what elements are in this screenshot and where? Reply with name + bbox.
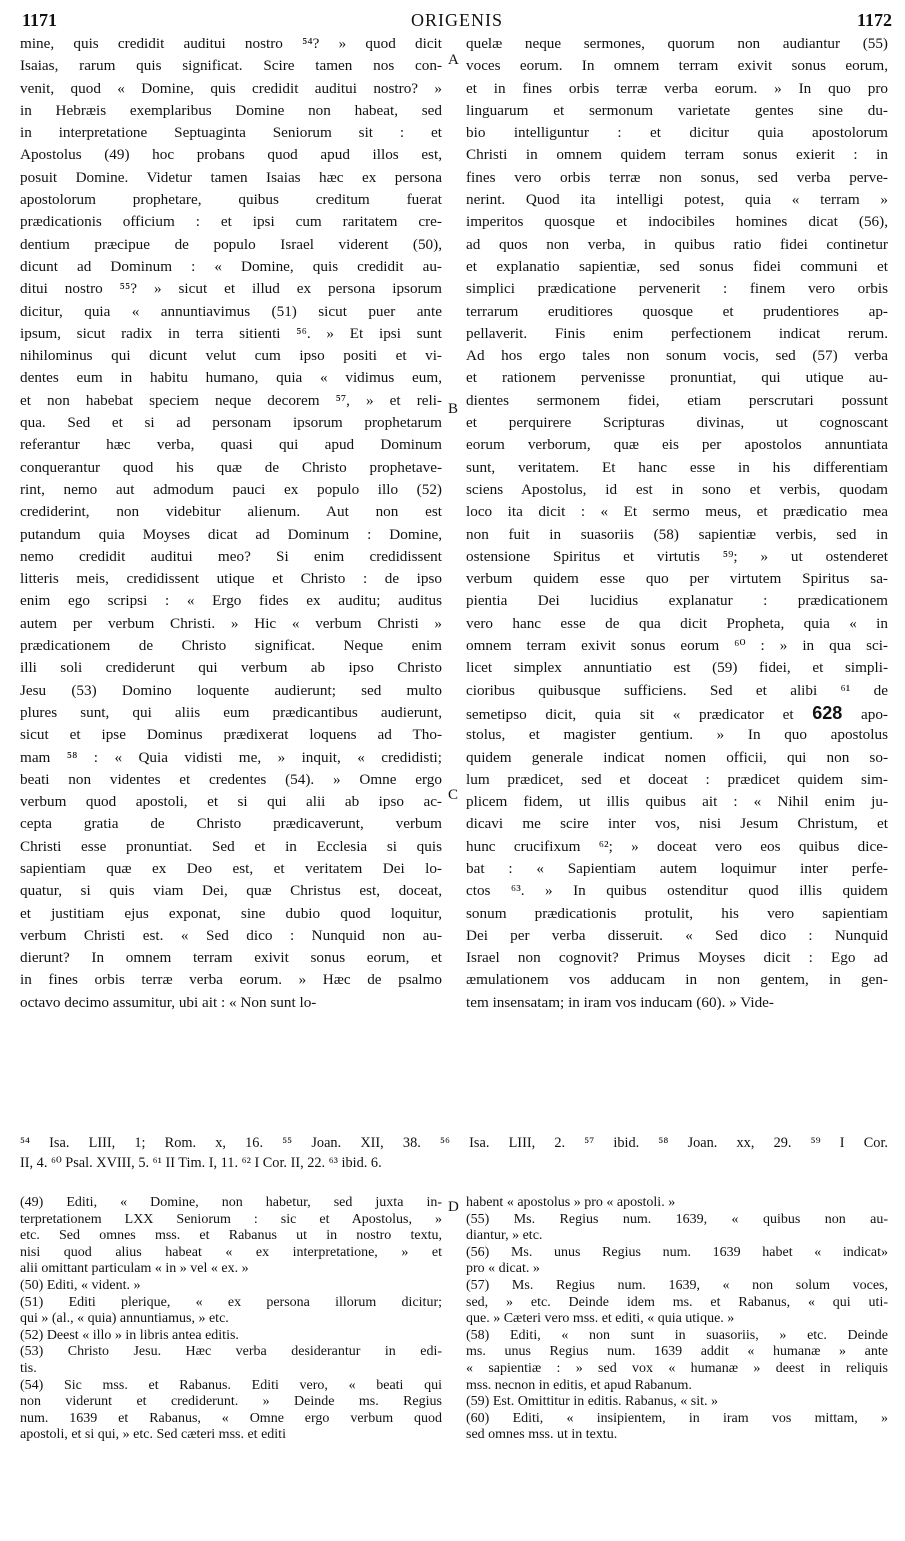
text-line: Ad hos ergo tales non sonum vocis, sed (57) verba	[466, 347, 888, 365]
text-line: Israel non cognovit? Primus Moyses dicit : Ego ad	[466, 949, 888, 967]
text-line: loco ita dicit : « Et sermo meus, et prædicatio mea	[466, 503, 888, 521]
text-line: (49) Editi, « Domine, non habetur, sed juxta in-	[20, 1195, 442, 1210]
text-line: et perquirere Scripturas divinas, ut cognoscant	[466, 414, 888, 432]
text-line: nemo credidit auditui meo? Si enim credidissent	[20, 547, 442, 565]
text-line: ostensione Spiritus et virtutis ⁵⁹; » ut ostenderet	[466, 547, 888, 565]
text-line: quidem generale indicat nomen officii, qui non so-	[466, 748, 888, 766]
text-line: apostoli, et si qui, » etc. Sed cæteri mss. et editi	[20, 1427, 286, 1443]
text-line: prædicationem de Christo significat. Neque enim	[20, 637, 442, 655]
text-line: venit, quod « Domine, quis credidit auditui nostro? »	[20, 79, 442, 97]
text-line: mss. necnon in editis, et apud Rabanum.	[466, 1377, 692, 1393]
text-line: linguarum et sermonum varietate gentes sine du-	[466, 101, 888, 119]
text-line: ms. unus Regius num. 1639 addit « humanæ » ante	[466, 1344, 888, 1360]
text-line: et explanatio sapientiæ, sed sonus fidei communi et	[466, 257, 888, 275]
text-line: que. » Cæteri vero mss. et editi, « quia utique. »	[466, 1311, 735, 1327]
text-line: non viderunt et crediderunt. » Deinde ms. Regius	[20, 1394, 442, 1410]
text-line: bio intelliguntur : et dicitur quia apostolorum	[466, 124, 888, 142]
text-line: ipsum, sicut radix in terra sitienti ⁵⁶. » Et ipsi sunt	[20, 324, 442, 342]
text-line: (54) Sic mss. et Rabanus. Editi vero, « beati qui	[20, 1377, 442, 1393]
right-text-column	[466, 33, 888, 1014]
text-line: et in fines orbis terræ verba eorum. » In quo pro	[466, 79, 888, 97]
text-line: ditui nostro ⁵⁵? » sicut et illud ex persona ipsorum	[20, 280, 442, 298]
page-number-left: 1171	[22, 10, 58, 30]
text-line: licet simplex annuntiatio est (59) fidei, et simpli-	[466, 659, 888, 677]
text-line: (50) Editi, « vident. »	[20, 1277, 141, 1293]
text-line: mam ⁵⁸ : « Quia vidisti me, » inquit, « credidisti;	[20, 748, 442, 766]
text-line: II, 4. ⁶⁰ Psal. XVIII, 5. ⁶¹ II Tim. I, 11. ⁶² I Cor. II, 22. ⁶³ ibid. 6.	[20, 1155, 382, 1171]
text-line: simplici prædicatione pervenerit : finem vero orbis	[466, 280, 888, 298]
text-line: in fines orbis terræ verba eorum. » Hæc de psalmo	[20, 971, 442, 989]
text-line: et justitiam ejus exponat, sine dubio quod loquitur,	[20, 904, 442, 922]
text-line: pro « dicat. »	[466, 1261, 540, 1277]
text-line: terrarum eruditiores quosque et prudentiores ap-	[466, 302, 888, 320]
text-line: nihilominus qui dicunt velut cum ipso positi et vi-	[20, 347, 442, 365]
text-line: hunc crucifixum ⁶²; » doceat vero eos quibus dice-	[466, 837, 888, 855]
text-line: (57) Ms. Regius num. 1639, « non solum voces,	[466, 1277, 888, 1293]
text-line: conquerantur quod his quæ de Christo prophetave-	[20, 458, 442, 476]
text-line: ⁵⁴ Isa. LIII, 1; Rom. x, 16. ⁵⁵ Joan. XII, 38. ⁵⁶ Isa. LIII, 2. ⁵⁷ ibid. ⁵⁸ Joan. xx, 29. ⁵⁹ I Cor.	[20, 1135, 888, 1151]
running-title: ORIGENIS	[411, 10, 503, 30]
margin-marker-b: B	[448, 401, 459, 417]
text-line: apostolorum prophetare, quibus creditum fuerat	[20, 191, 442, 209]
text-line: sunt, veritatem. Et hanc esse in his differentiam	[466, 458, 888, 476]
text-line: verbum quod apostoli, et si qui alii ab ipso ac-	[20, 793, 442, 811]
text-line: sonum prædicationis protulit, his vero sapientiam	[466, 904, 888, 922]
text-line: Dei per verba disseruit. « Sed dico : Nunquid	[466, 926, 888, 944]
text-line: (60) Editi, « insipientem, in iram vos mittam, »	[466, 1410, 888, 1426]
text-line: semetipso dicit, quia sit « prædicator et 628 apo-	[466, 702, 888, 723]
text-line: ctos ⁶³. » In quibus ostenditur quod illis quidem	[466, 882, 888, 900]
text-line: dientes sermonem fidei, etiam perscrutari possunt	[466, 391, 888, 409]
text-line: posuit Domine. Videtur tamen Isaias hæc ex persona	[20, 168, 442, 186]
text-line: Jesu (53) Domino loquente audierunt; sed multo	[20, 681, 442, 699]
text-line: cepta gratia de Christo prædicaverunt, verbum	[20, 815, 442, 833]
text-line: cioribus quibusque sufficiens. Sed et alibi ⁶¹ de	[466, 681, 888, 699]
scripture-references	[20, 1133, 888, 1173]
text-line: stolus, et magister gentium. » In quo apostolus	[466, 726, 888, 744]
text-line: Christi esse pronuntiat. Sed et in Ecclesia si quis	[20, 837, 442, 855]
text-line: num. 1639 et Rabanus, « Omne ergo verbum quod	[20, 1410, 442, 1426]
variant-notes-left	[20, 1195, 442, 1444]
text-line: mine, quis credidit auditui nostro ⁵⁴? » quod dicit	[20, 35, 442, 52]
text-line: alii omittant particulam « in » vel « ex. »	[20, 1261, 249, 1277]
text-line: dicitur, quia « annuntiavimus (51) sicut puer ante	[20, 302, 442, 320]
text-line: (51) Editi plerique, « ex persona illorum dicitur;	[20, 1294, 442, 1310]
text-line: dentium præcipue de populo Israel viderent (50),	[20, 235, 442, 253]
text-line: (59) Est. Omittitur in editis. Rabanus, « sit. »	[466, 1394, 718, 1410]
page-number-right: 1172	[856, 10, 892, 30]
text-line: plures sunt, qui aliis eum prædicantibus audierunt,	[20, 703, 442, 721]
text-line: etc. Sed omnes mss. et Rabanus ut in nostro textu,	[20, 1228, 442, 1244]
text-line: æmulationem vos adducam in non gentem, in gen-	[466, 971, 888, 989]
text-line: habent « apostolus » pro « apostoli. »	[466, 1195, 676, 1210]
text-line: Isaias, rarum quis significat. Scire tamen nos con-	[20, 57, 442, 75]
text-line: vero hanc esse de qua dicit Propheta, quia « in	[466, 614, 888, 632]
text-line: bat : « Sapientiam autem loquimur inter perfe-	[466, 859, 888, 877]
text-line: (52) Deest « illo » in libris antea editis.	[20, 1327, 239, 1343]
text-line: in interpretatione Septuaginta Seniorum sit : et	[20, 124, 442, 142]
text-line: nerint. Quod ita intelligi potest, quia « terram »	[466, 191, 888, 209]
text-line: dicavi me scire inter vos, nisi Jesum Christum, et	[466, 815, 888, 833]
text-line: diantur, » etc.	[466, 1228, 543, 1244]
text-line: fines vero orbis terræ non sonus, sed verba perve-	[466, 168, 888, 186]
text-line: pientia Dei lucidius explanatur : prædicationem	[466, 592, 888, 610]
left-text-column	[20, 33, 442, 1014]
text-line: Christi in omnem quidem terram sonus exierit : in	[466, 146, 888, 164]
text-line: pellaverit. Finis enim perfectionem indicat rerum.	[466, 324, 888, 342]
text-line: putandum quia Moyses dicat ad Dominum : Domine,	[20, 525, 442, 543]
text-line: ad quos non verba, in quibus ratio fidei continetur	[466, 235, 888, 253]
margin-marker-d: D	[448, 1199, 459, 1215]
text-line: imperitos quosque et indocibiles homines dicat (56),	[466, 213, 888, 231]
text-line: prædicationis officium : et ipsi cum raritatem cre-	[20, 213, 442, 231]
text-line: referantur hæc verba, quasi qui apud Dominum	[20, 436, 442, 454]
text-line: sed omnes mss. ut in textu.	[466, 1427, 618, 1443]
text-line: non fuit in suasoriis (58) sapientiæ verbis, sed in	[466, 525, 888, 543]
text-line: dicunt ad Dominum : « Domine, quis credidit au-	[20, 257, 442, 275]
text-line: autem per verbum Christi. » Hic « verbum Christi »	[20, 614, 442, 632]
text-line: lum prædicet, sed et doceat : prædicet quidem sim-	[466, 770, 888, 788]
text-line: (58) Editi, « non sunt in suasoriis, » etc. Deinde	[466, 1327, 888, 1343]
text-line: (53) Christo Jesu. Hæc verba desiderantur in edi-	[20, 1344, 442, 1360]
text-line: et rationem pervenisse pronuntiat, qui utique au-	[466, 369, 888, 387]
text-line: (56) Ms. unus Regius num. 1639 habet « indicat»	[466, 1244, 888, 1260]
text-line: verbum quidem esse quo per virtutem Spiritus sa-	[466, 570, 888, 588]
text-line: sed, » etc. Deinde idem ms. et Rabanus, « qui uti-	[466, 1294, 888, 1310]
text-line: enim ego scripsi : « Ergo fides ex auditu; auditus	[20, 592, 442, 610]
text-line: eorum verborum, quæ eis per apostolos annuntiata	[466, 436, 888, 454]
text-line: dierunt? In omnem terram exivit sonus eorum, et	[20, 949, 442, 967]
text-line: et non habebat speciem neque decorem ⁵⁷, » et reli-	[20, 391, 442, 409]
text-line: omnem terram exivit sonus eorum ⁶⁰ : » in qua sci-	[466, 637, 888, 655]
text-line: voces eorum. In omnem terram exivit sonus eorum,	[466, 57, 888, 75]
margin-marker-a: A	[448, 52, 459, 68]
text-line: plicem fidem, ut illis quibus ait : « Nihil enim ju-	[466, 793, 888, 811]
text-line: (55) Ms. Regius num. 1639, « quibus non au-	[466, 1211, 888, 1227]
text-line: verbum Christi est. « Sed dico : Nunquid non au-	[20, 926, 442, 944]
text-line: terpretationem LXX Seniorum : sic et Apostolus, »	[20, 1211, 442, 1227]
text-line: tem insensatam; in iram vos inducam (60). » Vide-	[466, 993, 774, 1011]
text-line: quelæ neque sermones, quorum non audiantur (55)	[466, 35, 888, 52]
text-line: qui » (al., « quia) annuntiamus, » etc.	[20, 1311, 229, 1327]
text-line: octavo decimo assumitur, ubi ait : « Non sunt lo-	[20, 993, 317, 1011]
text-line: sicut et ipse Dominus prædixerat loquens ad Tho-	[20, 726, 442, 744]
text-line: rint, nemo aut admodum pauci ex populo illo (52)	[20, 480, 442, 498]
margin-marker-c: C	[448, 787, 459, 803]
text-line: quatur, si quis viam Dei, quæ Christus est, doceat,	[20, 882, 442, 900]
text-line: in Hebræis exemplaribus Domine non habeat, sed	[20, 101, 442, 119]
variant-notes-right	[466, 1195, 888, 1444]
text-line: illi soli crediderunt qui verbum ab ipso Christo	[20, 659, 442, 677]
text-line: « sapientiæ : » sed vox « humanæ » deest in reliquis	[466, 1360, 888, 1376]
text-line: dentes eum in habitu humano, quia « vidimus eum,	[20, 369, 442, 387]
text-line: beati non videntes et credentes (54). » Omne ergo	[20, 770, 442, 788]
text-line: qua. Sed et si ad personam ipsorum prophetarum	[20, 414, 442, 432]
page-header	[22, 10, 892, 32]
text-line: litteris meis, credidissent utique et Christo : de ipso	[20, 570, 442, 588]
text-line: nisi quod alius habeat « ex interpretatione, » et	[20, 1244, 442, 1260]
text-line: tis.	[20, 1360, 37, 1376]
text-line: Apostolus (49) hoc probans quod apud illos est,	[20, 146, 442, 164]
text-line: crediderint, non videbitur alienum. Aut non est	[20, 503, 442, 521]
column-number: 628	[812, 702, 843, 723]
text-line: sciens Apostolus, id est in sono et verbis, quodam	[466, 480, 888, 498]
text-line: sapientiam quæ ex Deo est, et veritatem Dei lo-	[20, 859, 442, 877]
